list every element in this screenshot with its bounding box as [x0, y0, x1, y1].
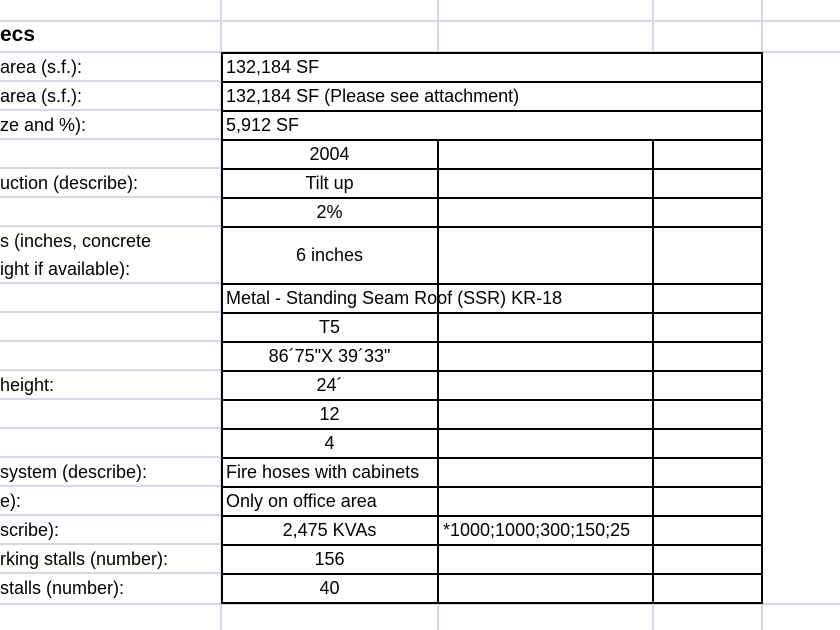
table-border: [221, 226, 763, 228]
row-label: area (s.f.):: [0, 86, 83, 106]
table-border: [221, 139, 763, 141]
cell-value: Tilt up: [305, 173, 354, 193]
gridline: [0, 80, 222, 82]
table-border: [221, 573, 763, 575]
table-border: [221, 52, 763, 54]
gridline: [0, 138, 222, 140]
cell-value: 5,912 SF: [226, 115, 300, 135]
gridline: [0, 340, 222, 342]
cell-value: 2%: [316, 202, 343, 222]
cell-value: 24´: [316, 375, 343, 395]
table-border: [221, 283, 763, 285]
gridline: [0, 427, 222, 429]
table-border: [761, 52, 763, 604]
row-label: uction (describe):: [0, 173, 139, 193]
gridline: [0, 225, 222, 227]
row-label: ight if available):: [0, 259, 131, 279]
table-border: [221, 399, 763, 401]
gridline: [0, 543, 222, 545]
gridline: [437, 0, 439, 52]
row-label: ze and %):: [0, 115, 87, 135]
row-label: height:: [0, 375, 55, 395]
table-border: [221, 602, 763, 604]
cell-value: Only on office area: [226, 491, 377, 511]
gridline: [0, 398, 222, 400]
gridline: [0, 20, 840, 22]
cell-value: 132,184 SF: [226, 57, 320, 77]
table-border: [221, 370, 763, 372]
gridline: [0, 311, 222, 313]
table-border: [221, 486, 763, 488]
table-border: [221, 197, 763, 199]
gridline: [652, 604, 654, 630]
row-label: scribe):: [0, 520, 60, 540]
row-label: stalls (number):: [0, 578, 125, 598]
table-border: [221, 110, 763, 112]
gridline: [0, 109, 222, 111]
section-header: ecs: [0, 23, 36, 46]
table-border: [221, 312, 763, 314]
cell-value: T5: [318, 317, 340, 337]
gridline: [761, 0, 763, 52]
row-label: e):: [0, 491, 22, 511]
table-border: [221, 457, 763, 459]
gridline: [0, 456, 222, 458]
gridline: [0, 196, 222, 198]
gridline: [0, 572, 222, 574]
table-border: [221, 428, 763, 430]
table-border: [221, 341, 763, 343]
row-label: system (describe):: [0, 462, 148, 482]
gridline: [652, 0, 654, 52]
table-border: [221, 515, 763, 517]
cell-value: 6 inches: [295, 245, 364, 265]
cell-value: 2004: [309, 144, 350, 164]
table-border: [437, 139, 439, 604]
cell-value: 12: [319, 404, 340, 424]
table-border: [652, 139, 654, 604]
row-label: area (s.f.):: [0, 57, 83, 77]
cell-value: 86´75"X 39´33": [268, 346, 391, 366]
table-border: [221, 168, 763, 170]
gridline: [0, 167, 222, 169]
table-border: [221, 81, 763, 83]
cell-value: 40: [319, 578, 340, 598]
cell-value: 156: [314, 549, 345, 569]
gridline: [0, 514, 222, 516]
cell-value: *1000;1000;300;150;25: [443, 520, 631, 540]
cell-value: 4: [324, 433, 335, 453]
cell-value: Metal - Standing Seam Roof (SSR) KR-18: [226, 288, 563, 308]
gridline: [0, 369, 222, 371]
row-label: s (inches, concrete: [0, 231, 152, 251]
row-label: rking stalls (number):: [0, 549, 169, 569]
table-border: [221, 544, 763, 546]
gridline: [0, 282, 222, 284]
cell-value: Fire hoses with cabinets: [226, 462, 420, 482]
gridline: [0, 485, 222, 487]
gridline: [437, 604, 439, 630]
cell-value: 132,184 SF (Please see attachment): [226, 86, 520, 106]
gridline: [761, 604, 763, 630]
cell-value: 2,475 KVAs: [282, 520, 377, 540]
